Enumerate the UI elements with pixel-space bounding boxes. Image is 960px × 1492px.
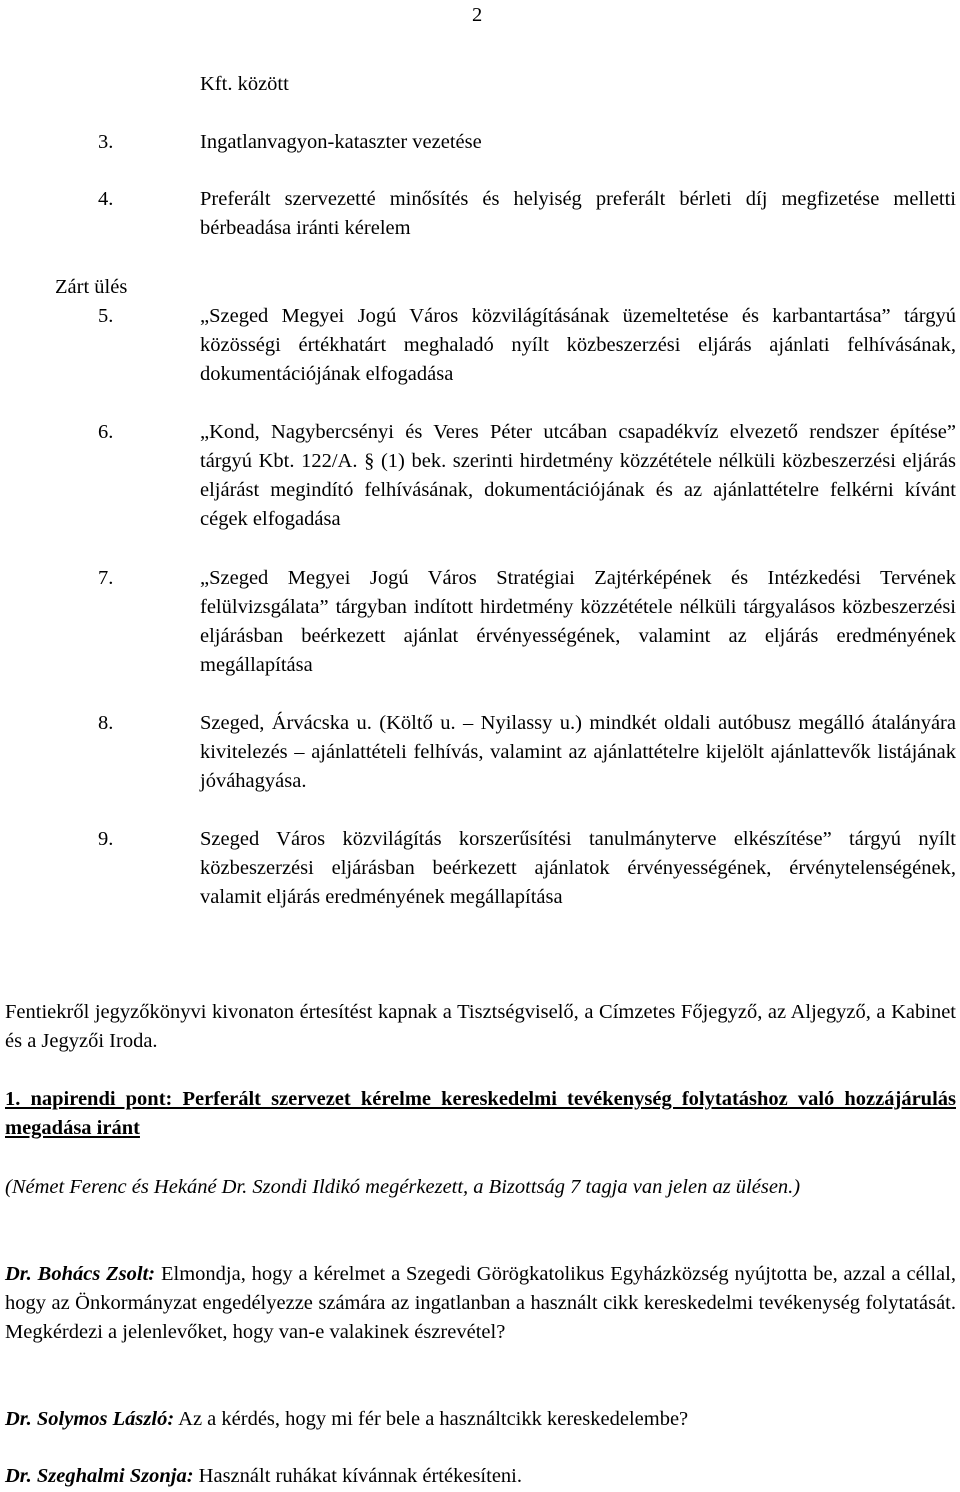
statement-text: Használt ruhákat kívánnak értékesíteni. bbox=[193, 1465, 522, 1487]
notice-paragraph: Fentiekről jegyzőkönyvi kivonaton értesítést kapnak a Tisztségviselő, a Címzetes Főjegyző, az Aljegyző, a Kabinet és a Jegyzői Iroda. bbox=[5, 1001, 956, 1052]
item-number: 8. bbox=[98, 712, 114, 734]
page-number: 2 bbox=[472, 4, 483, 26]
agenda-point-heading: 1. napirendi pont: Perferált szervezet kérelme kereskedelmi tevékenység folytatáshoz való hozzájárulás megadása iránt bbox=[5, 1088, 956, 1139]
item-number: 7. bbox=[98, 567, 114, 589]
speaker-name: Dr. Bohács Zsolt: bbox=[5, 1263, 156, 1285]
speaker-name: Dr. Solymos László: bbox=[5, 1408, 175, 1430]
statement-text: Az a kérdés, hogy mi fér bele a használtcikk kereskedelembe? bbox=[174, 1408, 689, 1430]
item-text: Preferált szervezetté minősítés és helyiség preferált bérleti díj megfizetése melletti bérbeadása iránti kérelem bbox=[200, 188, 956, 239]
item-number: 4. bbox=[98, 188, 114, 210]
item-number: 5. bbox=[98, 305, 114, 327]
item-text: „Szeged Megyei Jogú Város közvilágításának üzemeltetése és karbantartása” tárgyú közösségi értékhatárt meghaladó nyílt közbeszerzési eljárás ajánlati felhívásának, dokumentációjának elfogadása bbox=[200, 305, 956, 385]
item-number: 3. bbox=[98, 131, 114, 153]
item-text: „Kond, Nagybercsényi és Veres Péter utcában csapadékvíz elvezető rendszer építése” tárgyú Kbt. 122/A. § (1) bek. szerinti hirdetmény közzététele nélküli közbeszerzési eljárás eljárást megindító felhívásának, dokumentációjának és az ajánlattételre felkérni kívánt cégek elfogadása bbox=[200, 421, 956, 530]
arrival-note: (Német Ferenc és Hekáné Dr. Szondi Ildikó megérkezett, a Bizottság 7 tagja van jelen az ülésen.) bbox=[5, 1176, 801, 1198]
speaker-name: Dr. Szeghalmi Szonja: bbox=[5, 1465, 194, 1487]
item-number: 6. bbox=[98, 421, 114, 443]
item-text: Szeged, Árvácska u. (Költő u. – Nyilassy u.) mindkét oldali autóbusz megálló átalányára kivitelezés – ajánlattételi felhívás, valamint az ajánlattételre kijelölt ajánlattevők listájának jóváhagyása. bbox=[200, 712, 956, 792]
statement-bohacs bbox=[5, 1260, 956, 1347]
statement-solymos bbox=[5, 1405, 956, 1434]
item-text: Szeged Város közvilágítás korszerűsítési tanulmányterve elkészítése” tárgyú nyílt közbeszerzési eljárásban beérkezett ajánlatok érvényességének, érvénytelenségének, valamit eljárás eredményének megállapítása bbox=[200, 828, 956, 908]
item-text: Ingatlanvagyon-kataszter vezetése bbox=[200, 131, 482, 153]
statement-szeghalmi bbox=[5, 1462, 956, 1491]
closed-session-label: Zárt ülés bbox=[55, 276, 128, 298]
statement-text: Elmondja, hogy a kérelmet a Szegedi Görögkatolikus Egyházközség nyújtotta be, azzal a céllal, hogy az Önkormányzat engedélyezze számára az ingatlanban a használt cikk kereskedelmi tevékenység folytatását. Megkérdezi a jelenlevőket, hogy van-e valakinek észrevétel? bbox=[5, 1263, 956, 1343]
lead-line: Kft. között bbox=[200, 73, 289, 95]
item-number: 9. bbox=[98, 828, 114, 850]
item-text: „Szeged Megyei Jogú Város Stratégiai Zajtérképének és Intézkedési Tervének felülvizsgálata” tárgyban indított hirdetmény közzététele nélküli tárgyalásos közbeszerzési eljárásban beérkezett ajánlat érvényességének, valamint az eljárás eredményének megállapítása bbox=[200, 567, 956, 676]
